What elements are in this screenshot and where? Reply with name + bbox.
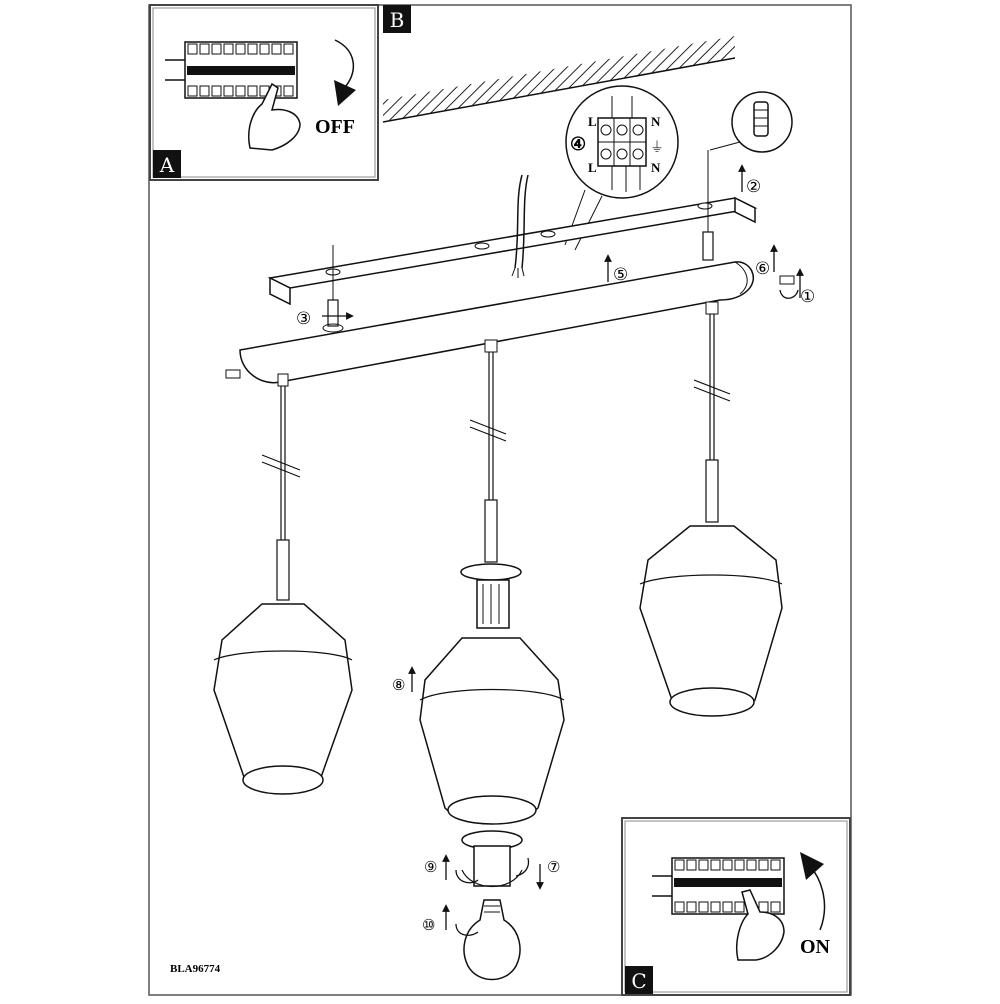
breaker-terminal (759, 860, 768, 870)
neutral-label-top: N (651, 114, 661, 129)
breaker-terminal (675, 902, 684, 912)
breaker-terminal (284, 86, 293, 96)
breaker-terminal (711, 860, 720, 870)
breaker-terminal (224, 44, 233, 54)
screw-anchor-left (323, 245, 343, 332)
breaker-terminal (735, 860, 744, 870)
breaker-terminal (711, 902, 720, 912)
breaker-terminal (699, 902, 708, 912)
panel-b-letter: B (389, 8, 405, 32)
breaker-terminal (723, 902, 732, 912)
step-6-label: ⑥ (755, 259, 771, 279)
pendant-middle (420, 340, 564, 980)
breaker-terminal (248, 44, 257, 54)
breaker-terminal (771, 860, 780, 870)
neutral-label-bottom: N (651, 160, 661, 175)
off-label: OFF (315, 116, 355, 138)
breaker-terminal (188, 86, 197, 96)
side-screw-icon (226, 370, 240, 378)
step-4-label: ④ (570, 134, 587, 154)
step-8-label: ⑧ (392, 676, 406, 694)
breaker-terminal (735, 902, 744, 912)
breaker-terminal (248, 86, 257, 96)
earth-symbol-icon: ⏚ (650, 140, 664, 156)
step-2-label: ② (746, 177, 762, 197)
breaker-terminal (200, 44, 209, 54)
panel-c-letter: C (631, 969, 647, 993)
breaker-terminal (260, 44, 269, 54)
live-label-top: L (588, 114, 597, 129)
model-code: BLA96774 (170, 963, 221, 975)
breaker-terminal (687, 902, 696, 912)
breaker-terminal (747, 860, 756, 870)
breaker-terminal (771, 902, 780, 912)
breaker-terminal (236, 86, 245, 96)
step-10-label: ⑩ (422, 916, 436, 934)
breaker-terminal (759, 902, 768, 912)
breaker-terminal (188, 44, 197, 54)
step-1-label: ① (800, 287, 816, 307)
breaker-terminal (212, 44, 221, 54)
pendant-right (640, 302, 782, 716)
step-9-label: ⑨ (424, 858, 438, 876)
wall-plug-detail (710, 92, 792, 152)
panel-a (150, 5, 378, 180)
breaker-terminal (236, 44, 245, 54)
breaker-terminal (200, 86, 209, 96)
step-5-label: ⑤ (613, 265, 629, 285)
on-label: ON (800, 936, 830, 958)
breaker-terminal (284, 44, 293, 54)
breaker-terminal (272, 44, 281, 54)
ceiling-hatch (383, 36, 735, 122)
step-3-label: ③ (296, 309, 312, 329)
lamp-holder (477, 580, 509, 628)
step-7-label: ⑦ (547, 858, 561, 876)
panel-c (622, 818, 850, 995)
breaker-terminal (675, 860, 684, 870)
side-screw-icon (780, 276, 794, 284)
socket (474, 846, 510, 886)
breaker-terminal (723, 860, 732, 870)
live-label-bottom: L (588, 160, 597, 175)
breaker-terminal (699, 860, 708, 870)
pendant-left (214, 374, 352, 794)
breaker-terminal (224, 86, 233, 96)
shade-ring (461, 564, 521, 580)
breaker-terminal (687, 860, 696, 870)
circuit-breaker-panel (652, 858, 784, 914)
breaker-terminal (212, 86, 221, 96)
panel-a-letter: A (159, 153, 175, 177)
